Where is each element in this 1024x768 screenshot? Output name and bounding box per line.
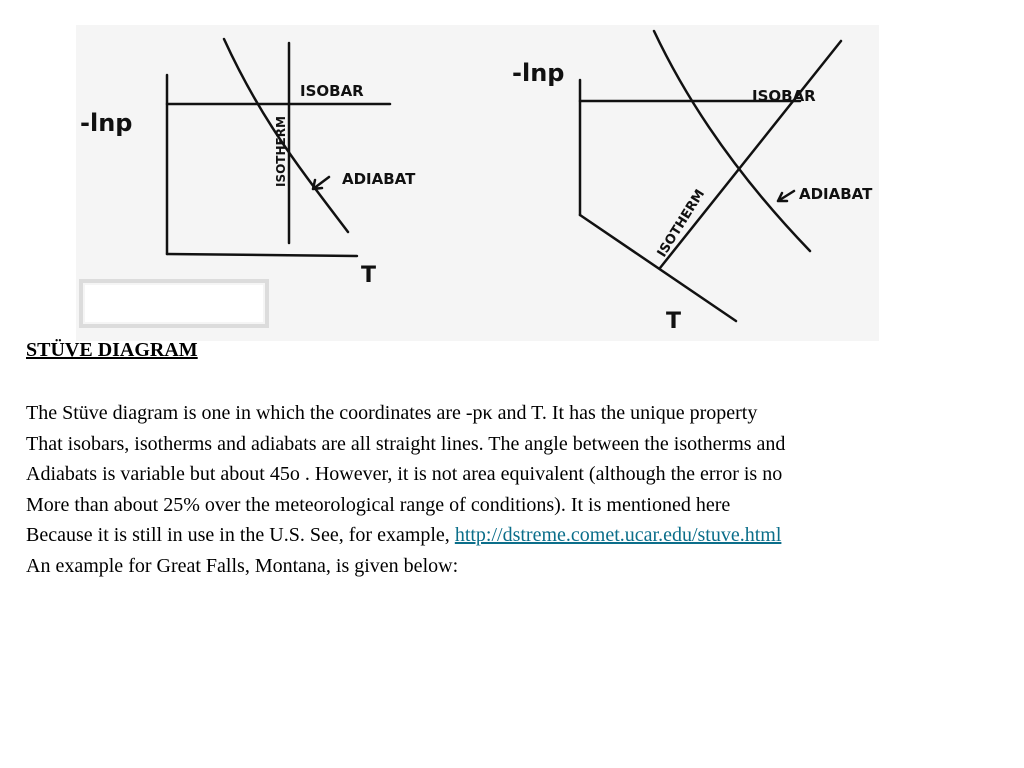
right-isobar-label: ISOBAR (752, 87, 816, 105)
stuve-link[interactable]: http://dstreme.comet.ucar.edu/stuve.html (454, 524, 782, 546)
right-isotherm-label: ISOTHERM (654, 187, 709, 261)
body-line-5-text: Because it is still in use in the U.S. See, for example, (26, 524, 455, 546)
right-y-axis-label: -lnp (512, 59, 565, 87)
left-isobar-label: ISOBAR (300, 82, 364, 100)
body-line-3: Adiabats is variable but about 45o . However, it is not area equivalent (although the error is no (26, 463, 783, 485)
body-line-4: More than about 25% over the meteorological range of conditions). It is mentioned here (26, 493, 731, 516)
right-adiabat-label: ADIABAT (799, 185, 873, 203)
page-title: STÜVE DIAGRAM (26, 339, 198, 361)
body-paragraph (26, 398, 1016, 581)
body-line-5 (26, 520, 1016, 551)
left-isotherm-label: ISOTHERM (274, 116, 288, 187)
stuve-sketch-figure (76, 25, 879, 341)
right-x-axis-label: T (666, 309, 682, 334)
body-line-2: That isobars, isotherms and adiabats are all straight lines. The angle between the isotherms and (26, 432, 786, 455)
body-line-1: The Stüve diagram is one in which the coordinates are -pκ and T. It has the unique property (26, 402, 758, 424)
left-adiabat-label: ADIABAT (342, 170, 416, 188)
left-x-axis-label: T (361, 263, 377, 288)
blank-box-fill (85, 285, 263, 322)
left-y-axis-label: -lnp (80, 109, 133, 137)
body-line-6: An example for Great Falls, Montana, is given below: (26, 554, 459, 577)
